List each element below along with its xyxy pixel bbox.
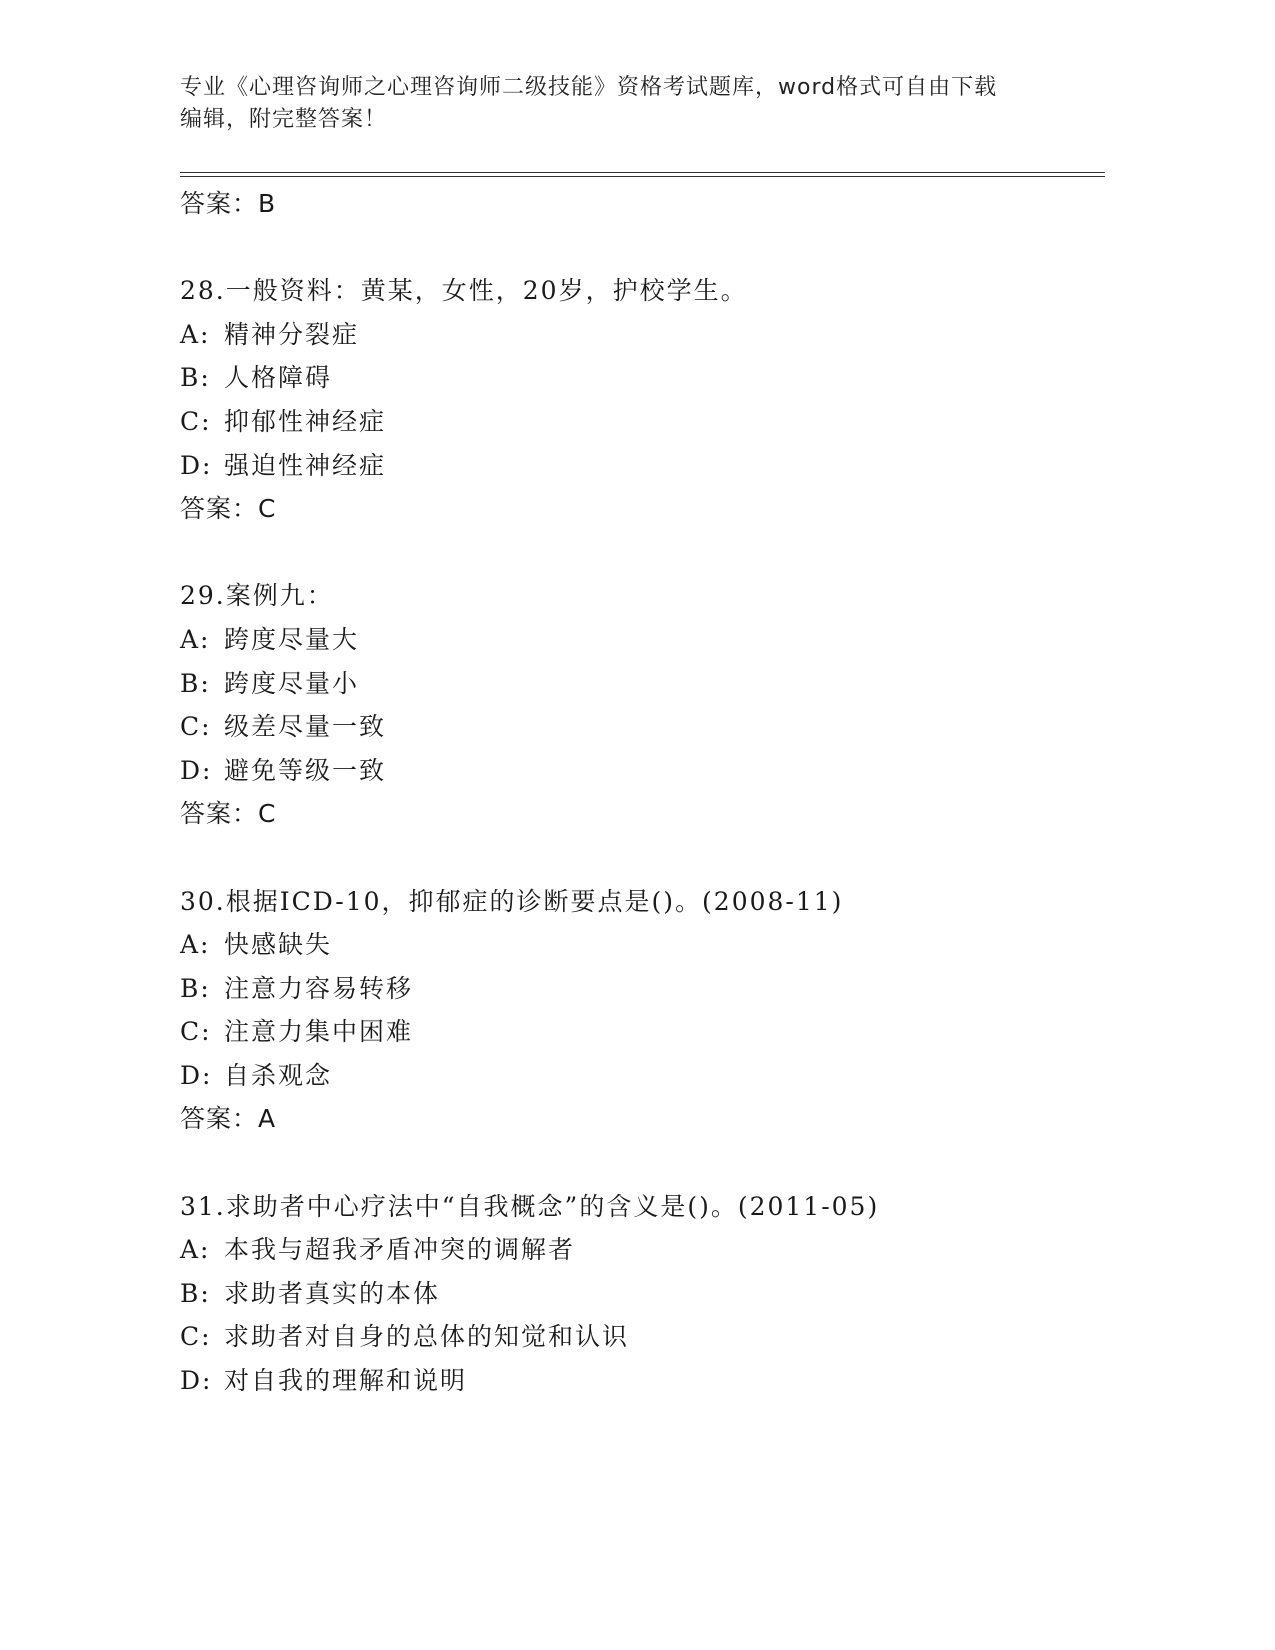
question-stem: 28.一般资料：黄某，女性，20岁，护校学生。: [180, 276, 748, 306]
option-a: [180, 1228, 1080, 1272]
header-divider-bottom: [180, 176, 1105, 177]
option-text: 精神分裂症: [224, 319, 360, 349]
question-block: [180, 1185, 1080, 1403]
question-block: [180, 269, 1080, 531]
option-text: 强迫性神经症: [224, 450, 387, 480]
option-key: B:: [180, 1278, 211, 1308]
header-line-1: 专业《心理咨询师之心理咨询师二级技能》资格考试题库，word格式可自由下载: [180, 75, 998, 100]
option-b: [180, 967, 1080, 1011]
question-list: [180, 182, 1080, 1403]
document-header: [180, 72, 1060, 136]
option-key: B:: [180, 363, 211, 393]
spacer: [180, 226, 1080, 270]
option-c: [180, 400, 1080, 444]
answer-line: 答案：C: [180, 494, 277, 524]
spacer: [180, 531, 1080, 575]
header-divider-top: [180, 172, 1105, 173]
question-block: [180, 880, 1080, 1142]
option-text: 跨度尽量小: [224, 668, 360, 698]
option-key: D:: [180, 450, 213, 480]
option-text: 自杀观念: [224, 1060, 333, 1090]
option-text: 避免等级一致: [224, 755, 387, 785]
option-key: B:: [180, 973, 211, 1003]
option-d: [180, 1054, 1080, 1098]
option-text: 本我与超我矛盾冲突的调解者: [224, 1235, 576, 1265]
option-d: [180, 749, 1080, 793]
option-a: [180, 618, 1080, 662]
option-text: 跨度尽量大: [224, 624, 360, 654]
header-line-2: 编辑，附完整答案！: [180, 107, 388, 132]
option-key: C:: [180, 1017, 212, 1047]
option-key: C:: [180, 712, 212, 742]
option-key: C:: [180, 1322, 212, 1352]
question-stem: 30.根据ICD-10，抑郁症的诊断要点是()。(2008-11): [180, 886, 844, 916]
option-key: A:: [180, 1235, 211, 1265]
option-text: 快感缺失: [224, 930, 333, 960]
spacer: [180, 1141, 1080, 1185]
question-block: [180, 574, 1080, 836]
option-text: 抑郁性神经症: [224, 406, 387, 436]
option-text: 求助者真实的本体: [224, 1278, 441, 1308]
option-b: [180, 662, 1080, 706]
option-b: [180, 356, 1080, 400]
answer-line: 答案：A: [180, 1104, 277, 1134]
option-key: A:: [180, 624, 211, 654]
answer-line: 答案：C: [180, 799, 277, 829]
option-key: A:: [180, 930, 211, 960]
option-key: D:: [180, 755, 213, 785]
option-c: [180, 1315, 1080, 1359]
question-stem: 29.案例九：: [180, 581, 334, 611]
option-a: [180, 923, 1080, 967]
option-key: B:: [180, 668, 211, 698]
option-c: [180, 705, 1080, 749]
previous-answer: 答案：B: [180, 189, 277, 218]
option-key: D:: [180, 1060, 213, 1090]
option-d: [180, 1359, 1080, 1403]
option-text: 注意力容易转移: [224, 973, 414, 1003]
option-d: [180, 444, 1080, 488]
option-c: [180, 1010, 1080, 1054]
option-key: A:: [180, 319, 211, 349]
option-key: C:: [180, 406, 212, 436]
option-text: 人格障碍: [224, 363, 333, 393]
question-stem: 31.求助者中心疗法中“自我概念”的含义是()。(2011-05): [180, 1191, 880, 1221]
option-text: 级差尽量一致: [224, 712, 387, 742]
option-b: [180, 1272, 1080, 1316]
option-key: D:: [180, 1366, 213, 1396]
option-a: [180, 313, 1080, 357]
option-text: 求助者对自身的总体的知觉和认识: [224, 1322, 630, 1352]
option-text: 对自我的理解和说明: [224, 1366, 468, 1396]
spacer: [180, 836, 1080, 880]
option-text: 注意力集中困难: [224, 1017, 414, 1047]
